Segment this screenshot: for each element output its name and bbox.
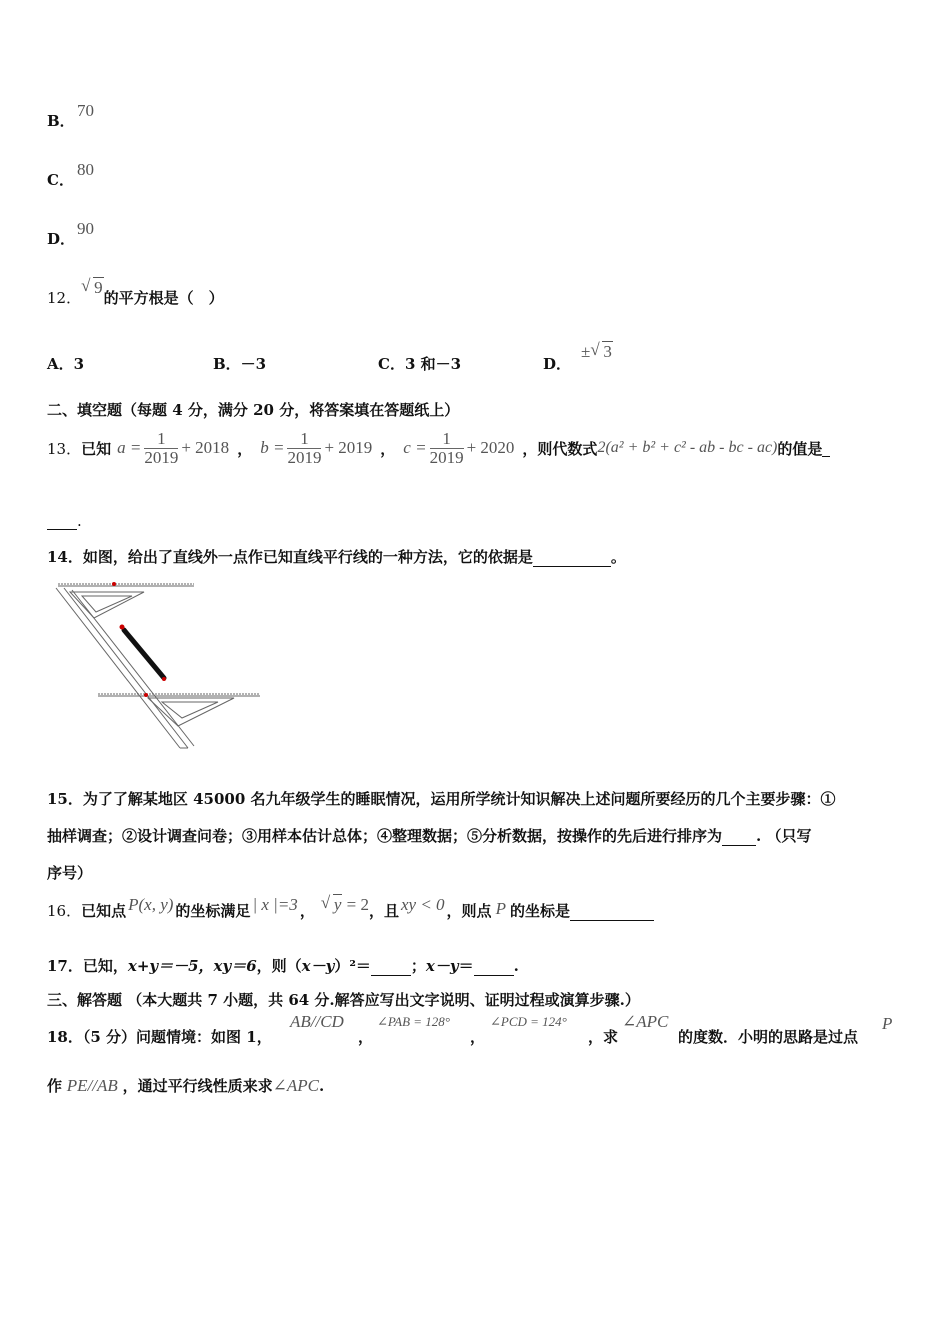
- q12-text: 的平方根是（ ）: [103, 289, 224, 307]
- section-2-heading: 二、填空题（每题 4 分，满分 20 分，将答案填在答题纸上）: [47, 401, 460, 419]
- q14-question: 14．如图，给出了直线外一点作已知直线平行线的一种方法，它的依据是 。: [47, 548, 626, 566]
- q12-option-d: D．±√ 3: [543, 353, 613, 374]
- answer-blank: [474, 959, 514, 976]
- q13-question: 13． 已知 a = $\frac{1}{2019}$ + 2018 ， b = $\frac{1}{2019}$ + 2019 ， c = $\frac{1}{2019}$ + 2020 ，则代数式 2(a² + b² + c² - ab - bc - ac) 的值是: [47, 424, 830, 472]
- q11-option-b: [47, 110, 75, 131]
- option-label: B．: [47, 112, 75, 130]
- a-lhs: a =: [117, 438, 142, 457]
- answer-blank: [570, 904, 654, 921]
- section-3-heading: 三、解答题 （本大题共 7 小题，共 64 分.解答应写出文字说明、证明过程或演算步骤.）: [47, 991, 640, 1009]
- q11-option-b-value: 70: [77, 101, 94, 120]
- q12-option-b: B．－3: [213, 355, 267, 373]
- abs-x: | x |=3: [252, 895, 298, 914]
- q17-question: 17．已知，x+y＝－5，xy＝6，则（x－y）²＝ ；x－y＝ .: [47, 957, 519, 975]
- fraction-a: $\frac{1}{2019}$: [144, 428, 179, 467]
- fraction-b: $\frac{1}{2019}$: [287, 428, 322, 467]
- q12-question: [47, 278, 224, 308]
- angle-pab: ∠PAB = 128°: [377, 1014, 451, 1029]
- q13-expression: 2(a² + b² + c² - ab - bc - ac): [597, 439, 778, 456]
- a-add: + 2018: [181, 438, 230, 457]
- question-number: 13．: [47, 439, 82, 458]
- point-p: P: [882, 1014, 893, 1033]
- q12-option-a: A．3: [47, 355, 85, 373]
- q11-option-c: [47, 169, 74, 190]
- question-number: 12．: [47, 289, 82, 307]
- q15-line-1: 15．为了了解某地区 45000 名九年级学生的睡眠情况，运用所学统计知识解决上述问题所要经历的几个主要步骤：①: [47, 790, 836, 808]
- q11-option-d-value: 90: [77, 219, 94, 238]
- answer-blank: [371, 959, 411, 976]
- answer-blank: [822, 440, 830, 457]
- q13-continuation: .: [47, 512, 82, 530]
- angle-apc: ∠APC: [272, 1076, 319, 1095]
- point-p: P(x, y): [128, 895, 174, 914]
- xy-condition: xy < 0: [400, 895, 445, 914]
- angle-apc: ∠APC: [622, 1012, 669, 1031]
- pe-parallel-ab: PE//AB: [66, 1076, 118, 1095]
- angle-pcd: ∠PCD = 124°: [490, 1014, 567, 1029]
- sqrt-y: √ y = 2: [321, 895, 369, 915]
- q16-question: 16． 已知点 P(x, y) 的坐标满足 | x |=3 ， √ y = 2 ，且 xy < 0 ，则点 P 的坐标是: [47, 900, 654, 921]
- question-number: 16．: [47, 902, 82, 920]
- q15-line-2: 抽样调查；②设计调查问卷；③用样本估计总体；④整理数据；⑤分析数据，按操作的先后进行排序为 . （只写: [47, 827, 812, 845]
- answer-blank: [722, 829, 756, 846]
- ab-parallel-cd: AB//CD: [290, 1012, 344, 1031]
- q15-line-3: 序号）: [47, 864, 93, 882]
- c-add: + 2020: [466, 438, 515, 457]
- q18-line-2: 作 PE//AB ，通过平行线性质来求∠APC.: [47, 1076, 325, 1095]
- answer-blank: [533, 550, 611, 567]
- q12-option-c: C．3 和－3: [378, 355, 462, 373]
- option-label: C．: [47, 171, 74, 189]
- c-lhs: c =: [403, 438, 427, 457]
- q11-option-d: [47, 228, 75, 249]
- fraction-c: $\frac{1}{2019}$: [429, 428, 464, 467]
- q14-figure: [52, 578, 264, 754]
- q11-option-c-value: 80: [77, 160, 94, 179]
- pm-sqrt3: ±√ 3: [581, 342, 613, 361]
- q18-line-1: 18．（5 分）问题情境：如图 1，: [47, 1028, 272, 1046]
- b-lhs: b =: [260, 438, 285, 457]
- answer-blank: [47, 513, 77, 530]
- b-add: + 2019: [324, 438, 373, 457]
- option-label: D．: [47, 230, 76, 248]
- sqrt-9: √ 9: [81, 278, 104, 298]
